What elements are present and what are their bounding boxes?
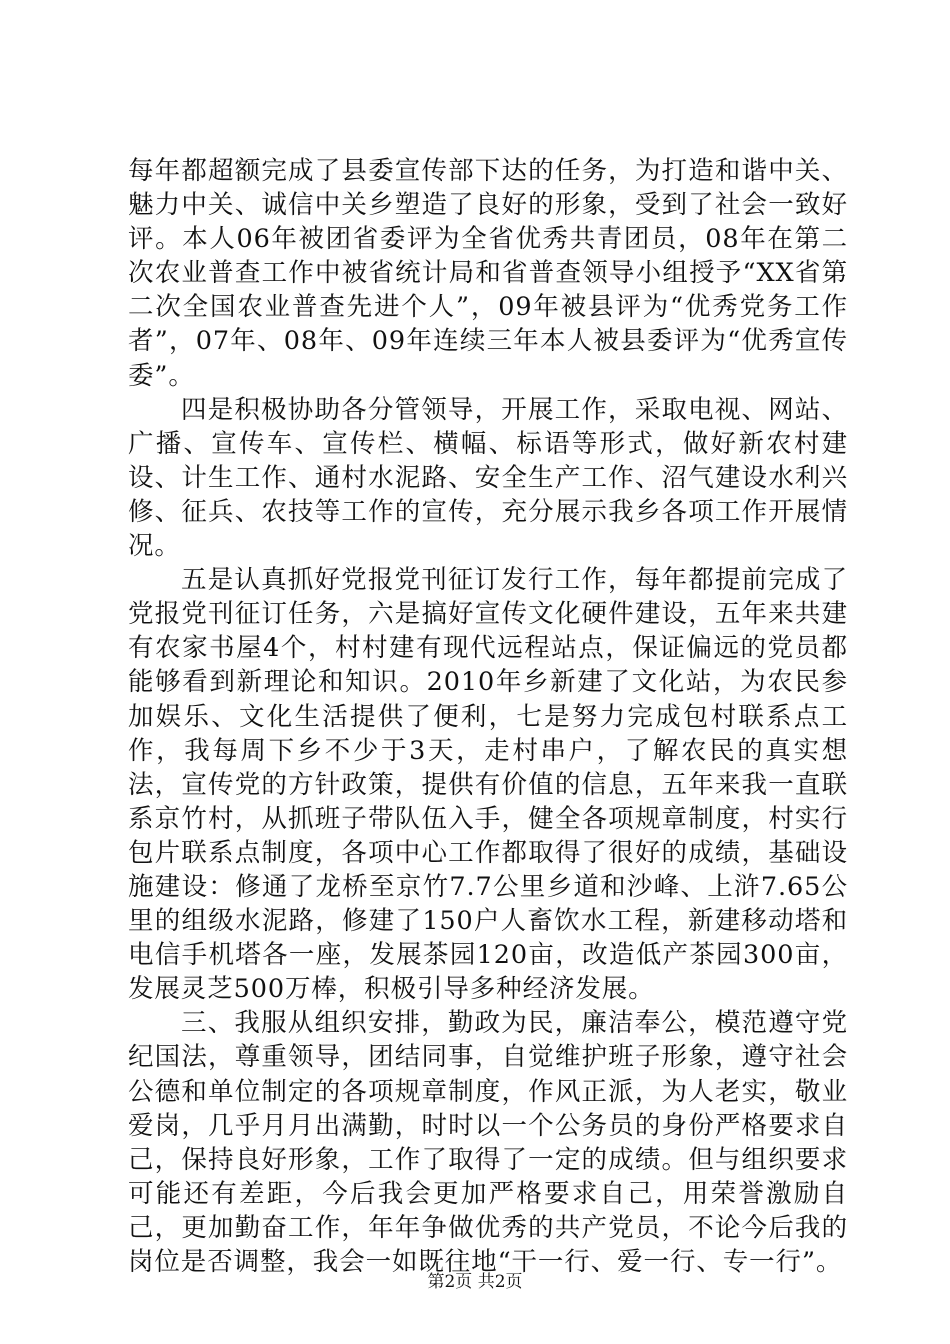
paragraph-continuation: 每年都超额完成了县委宣传部下达的任务，为打造和谐中关、魅力中关、诚信中关乡塑造了良好的形象，受到了社会一致好评。本人06年被团省委评为全省优秀共青团员，08年在第二次农业普查工作中被省统计局和省普查领导小组授予“XX省第二次全国农业普查先进个人”，09年被县评为“优秀党务工作者”，07年、08年、09年连续三年本人被县委评为“优秀宣传委”。 <box>128 156 848 391</box>
page-footer: 第2页 共2页 <box>427 1272 523 1292</box>
paragraph-conduct: 三、我服从组织安排，勤政为民，廉洁奉公，模范遵守党纪国法，尊重领导，团结同事，自觉维护班子形象，遵守社会公德和单位制定的各项规章制度，作风正派，为人老实，敬业爱岗，几乎月月出满勤，时时以一个公务员的身份严格要求自己，保持良好形象，工作了取得了一定的成绩。但与组织要求可能还有差距，今后我会更加严格要求自己，用荣誉激励自己，更加勤奋工作，年年争做优秀的共产党员，不论今后我的岗位是否调整，我会一如既往地“干一行、爱一行、专一行”。 <box>128 1008 848 1277</box>
document-body <box>128 154 848 1279</box>
paragraph-party-press: 五是认真抓好党报党刊征订发行工作，每年都提前完成了党报党刊征订任务，六是搞好宣传文化硬件建设，五年来共建有农家书屋4个，村村建有现代远程站点，保证偏远的党员都能够看到新理论和知识。2010年乡新建了文化站，为农民参加娱乐、文化生活提供了便利，七是努力完成包村联系点工作，我每周下乡不少于3天，走村串户，了解农民的真实想法，宣传党的方针政策，提供有价值的信息，五年来我一直联系京竹村，从抓班子带队伍入手，健全各项规章制度，村实行包片联系点制度，各项中心工作都取得了很好的成绩，基础设施建设：修通了龙桥至京竹7.7公里乡道和沙峰、上浒7.65公里的组级水泥路，修建了150户人畜饮水工程，新建移动塔和电信手机塔各一座，发展茶园120亩，改造低产茶园300亩，发展灵芝500万棒，积极引导多种经济发展。 <box>128 565 848 1005</box>
paragraph-publicity-work: 四是积极协助各分管领导，开展工作，采取电视、网站、广播、宣传车、宣传栏、横幅、标语等形式，做好新农村建设、计生工作、通村水泥路、安全生产工作、沼气建设水利兴修、征兵、农技等工作的宣传，充分展示我乡各项工作开展情况。 <box>128 394 848 562</box>
